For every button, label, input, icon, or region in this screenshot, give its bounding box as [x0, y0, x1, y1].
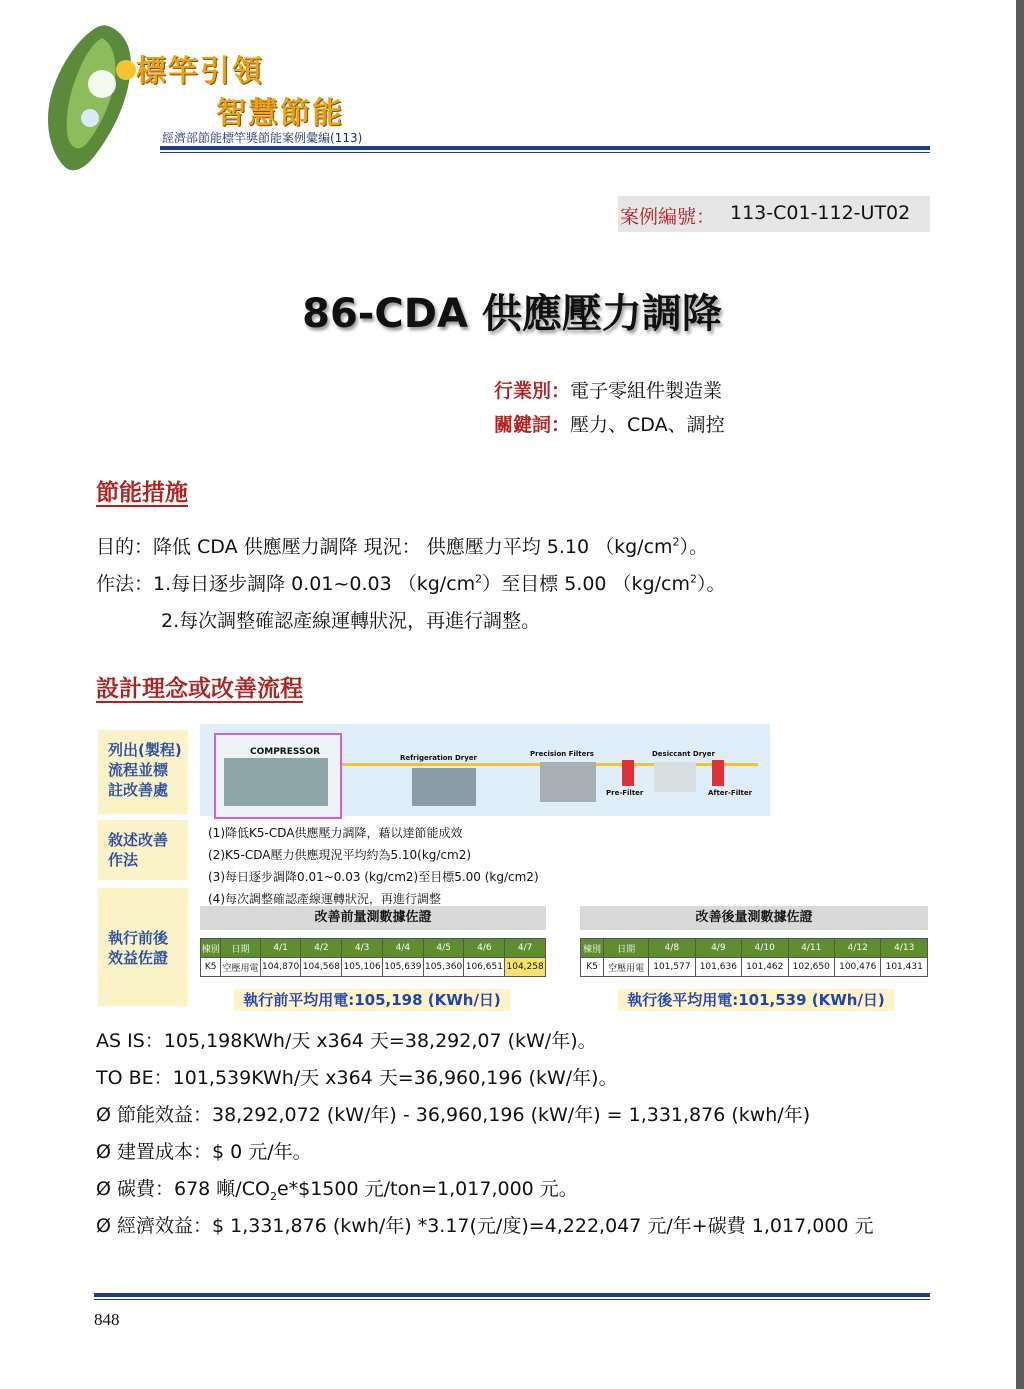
page-edge	[1016, 0, 1024, 1389]
footer-rule-thin	[94, 1299, 930, 1300]
case-number-label: 案例編號：	[620, 206, 716, 228]
industry-value: 電子零組件製造業	[570, 380, 723, 402]
header-rule	[160, 146, 930, 150]
pre-filter-icon	[622, 760, 634, 786]
cost-line: Ø 建置成本：$ 0 元/年。	[96, 1141, 312, 1163]
table-cell: K5	[201, 958, 221, 977]
purpose-end: ）。	[679, 536, 709, 558]
table-cell: 100,476	[834, 958, 880, 977]
precision-filters-icon	[540, 762, 596, 802]
table-cell: 101,431	[881, 958, 928, 977]
compressor-icon	[224, 758, 328, 806]
after-table-heading: 改善後量測數據佐證	[580, 906, 928, 930]
keywords-label: 關鍵詞：	[494, 414, 571, 436]
table-header-cell: 4/9	[695, 939, 741, 958]
keywords-value: 壓力、CDA、調控	[570, 414, 725, 436]
side-label-text: 列出(製程) 流程並標 註改善處	[108, 741, 182, 799]
table-header-cell: 4/5	[423, 939, 464, 958]
section-heading-measures: 節能措施	[96, 480, 188, 506]
case-number-value: 113-C01-112-UT02	[730, 202, 911, 224]
table-cell: 104,258	[505, 958, 546, 977]
purpose-sup: 2	[672, 535, 680, 549]
table-header-cell: 4/10	[742, 939, 788, 958]
table-cell: 104,870	[260, 958, 301, 977]
figure-note: (3)每日逐步調降0.01~0.03 (kg/cm2)至目標5.00 (kg/cm2)	[208, 870, 539, 884]
table-cell: 101,577	[649, 958, 695, 977]
table-header-cell: 日期	[221, 939, 260, 958]
prefilter-label: Pre-Filter	[606, 789, 644, 797]
figure-note: (4)每次調整確認產線運轉狀況，再進行調整	[208, 892, 441, 906]
as-is-line: AS IS：105,198KWh/天 x364 天=38,292,07 (kW/年)。	[96, 1030, 597, 1052]
carbon-sub: 2	[269, 1189, 277, 1203]
carbon-end: e*$1500 元/ton=1,017,000 元。	[276, 1178, 578, 1200]
purpose-text: 目的：降低 CDA 供應壓力調降 現況： 供應壓力平均 5.10 （kg/cm	[96, 536, 673, 558]
page-number: 848	[94, 1310, 120, 1329]
table-cell: K5	[581, 958, 604, 977]
after-filter-icon	[712, 760, 724, 786]
table-header-cell: 棟別	[201, 939, 221, 958]
industry-row	[494, 376, 722, 403]
table-header-cell: 4/12	[834, 939, 880, 958]
figure-note: (1)降低K5-CDA供應壓力調降，藉以達節能成效	[208, 826, 463, 840]
figure-side-label-process	[98, 730, 188, 814]
side-label-text: 執行前後 效益佐證	[108, 929, 169, 967]
taiwan-logo-icon	[30, 18, 160, 178]
table-header-cell: 4/2	[301, 939, 342, 958]
keywords-row	[494, 410, 725, 437]
table-cell: 106,651	[464, 958, 505, 977]
compressor-label: COMPRESSOR	[250, 747, 321, 757]
table-header-cell: 4/4	[382, 939, 423, 958]
purpose-line	[96, 532, 708, 559]
filters-label: Precision Filters	[530, 750, 594, 758]
method-end: ）。	[696, 573, 726, 595]
table-cell: 105,106	[342, 958, 383, 977]
table-cell: 102,650	[788, 958, 834, 977]
refrigeration-dryer-icon	[412, 768, 476, 806]
economic-line: Ø 經濟效益：$ 1,331,876 (kwh/年) *3.17(元/度)=4,222,047 元/年+碳費 1,017,000 元	[96, 1215, 874, 1237]
before-table-heading: 改善前量測數據佐證	[200, 906, 546, 930]
method-sup: 2	[475, 572, 483, 586]
to-be-line: TO BE：101,539KWh/天 x364 天=36,960,196 (kW/年)。	[96, 1067, 618, 1089]
table-cell: 105,360	[423, 958, 464, 977]
after-average: 執行後平均用電:101,539 (KWh/日)	[618, 989, 894, 1011]
table-cell: 101,636	[695, 958, 741, 977]
dryer-label: Refrigeration Dryer	[400, 754, 477, 762]
table-header-cell: 4/13	[881, 939, 928, 958]
afterfilter-label: After-Filter	[708, 789, 753, 797]
industry-label: 行業別：	[494, 380, 571, 402]
desiccant-label: Desiccant Dryer	[652, 750, 715, 758]
table-header-cell: 棟別	[581, 939, 604, 958]
table-header-cell: 4/7	[505, 939, 546, 958]
figure-note: (2)K5-CDA壓力供應現況平均約為5.10(kg/cm2)	[208, 848, 472, 862]
carbon-text: Ø 碳費：678 噸/CO	[96, 1178, 270, 1200]
method-step2: 2.每次調整確認產線運轉狀況，再進行調整。	[161, 610, 541, 632]
after-data-table	[580, 938, 928, 977]
table-cell: 空壓用電	[221, 958, 260, 977]
table-header-cell: 日期	[604, 939, 649, 958]
side-label-text: 敘述改善 作法	[108, 831, 169, 869]
footer-rule	[94, 1293, 930, 1297]
table-header-cell: 4/6	[464, 939, 505, 958]
logo-title-line1: 標竿引領	[136, 54, 264, 89]
table-cell: 空壓用電	[604, 958, 649, 977]
section-heading-design: 設計理念或改善流程	[96, 676, 303, 702]
table-cell: 105,639	[382, 958, 423, 977]
carbon-line	[96, 1174, 578, 1203]
method-mid: ）至目標 5.00 （kg/cm	[482, 573, 690, 595]
figure-side-label-evidence	[98, 888, 188, 1006]
table-cell: 101,462	[742, 958, 788, 977]
logo-subtitle: 經濟部節能標竿獎節能案例彙編(113)	[162, 131, 363, 145]
method-text: 作法：1.每日逐步調降 0.01~0.03 （kg/cm	[96, 573, 476, 595]
saving-line: Ø 節能效益：38,292,072 (kW/年) - 36,960,196 (kW/年) = 1,331,876 (kwh/年)	[96, 1104, 811, 1126]
figure-side-label-method	[98, 820, 188, 880]
table-header-cell: 4/3	[342, 939, 383, 958]
method-sup2: 2	[689, 572, 697, 586]
table-header-cell: 4/8	[649, 939, 695, 958]
desiccant-dryer-icon	[654, 762, 696, 792]
logo-title-line2: 智慧節能	[216, 96, 344, 131]
header-rule-thin	[160, 152, 930, 153]
method-line	[96, 569, 726, 596]
before-average: 執行前平均用電:105,198 (KWh/日)	[234, 989, 510, 1011]
table-cell: 104,568	[301, 958, 342, 977]
table-header-cell: 4/1	[260, 939, 301, 958]
before-data-table	[200, 938, 546, 977]
table-header-cell: 4/11	[788, 939, 834, 958]
page-title: 86-CDA 供應壓力調降	[302, 291, 722, 337]
